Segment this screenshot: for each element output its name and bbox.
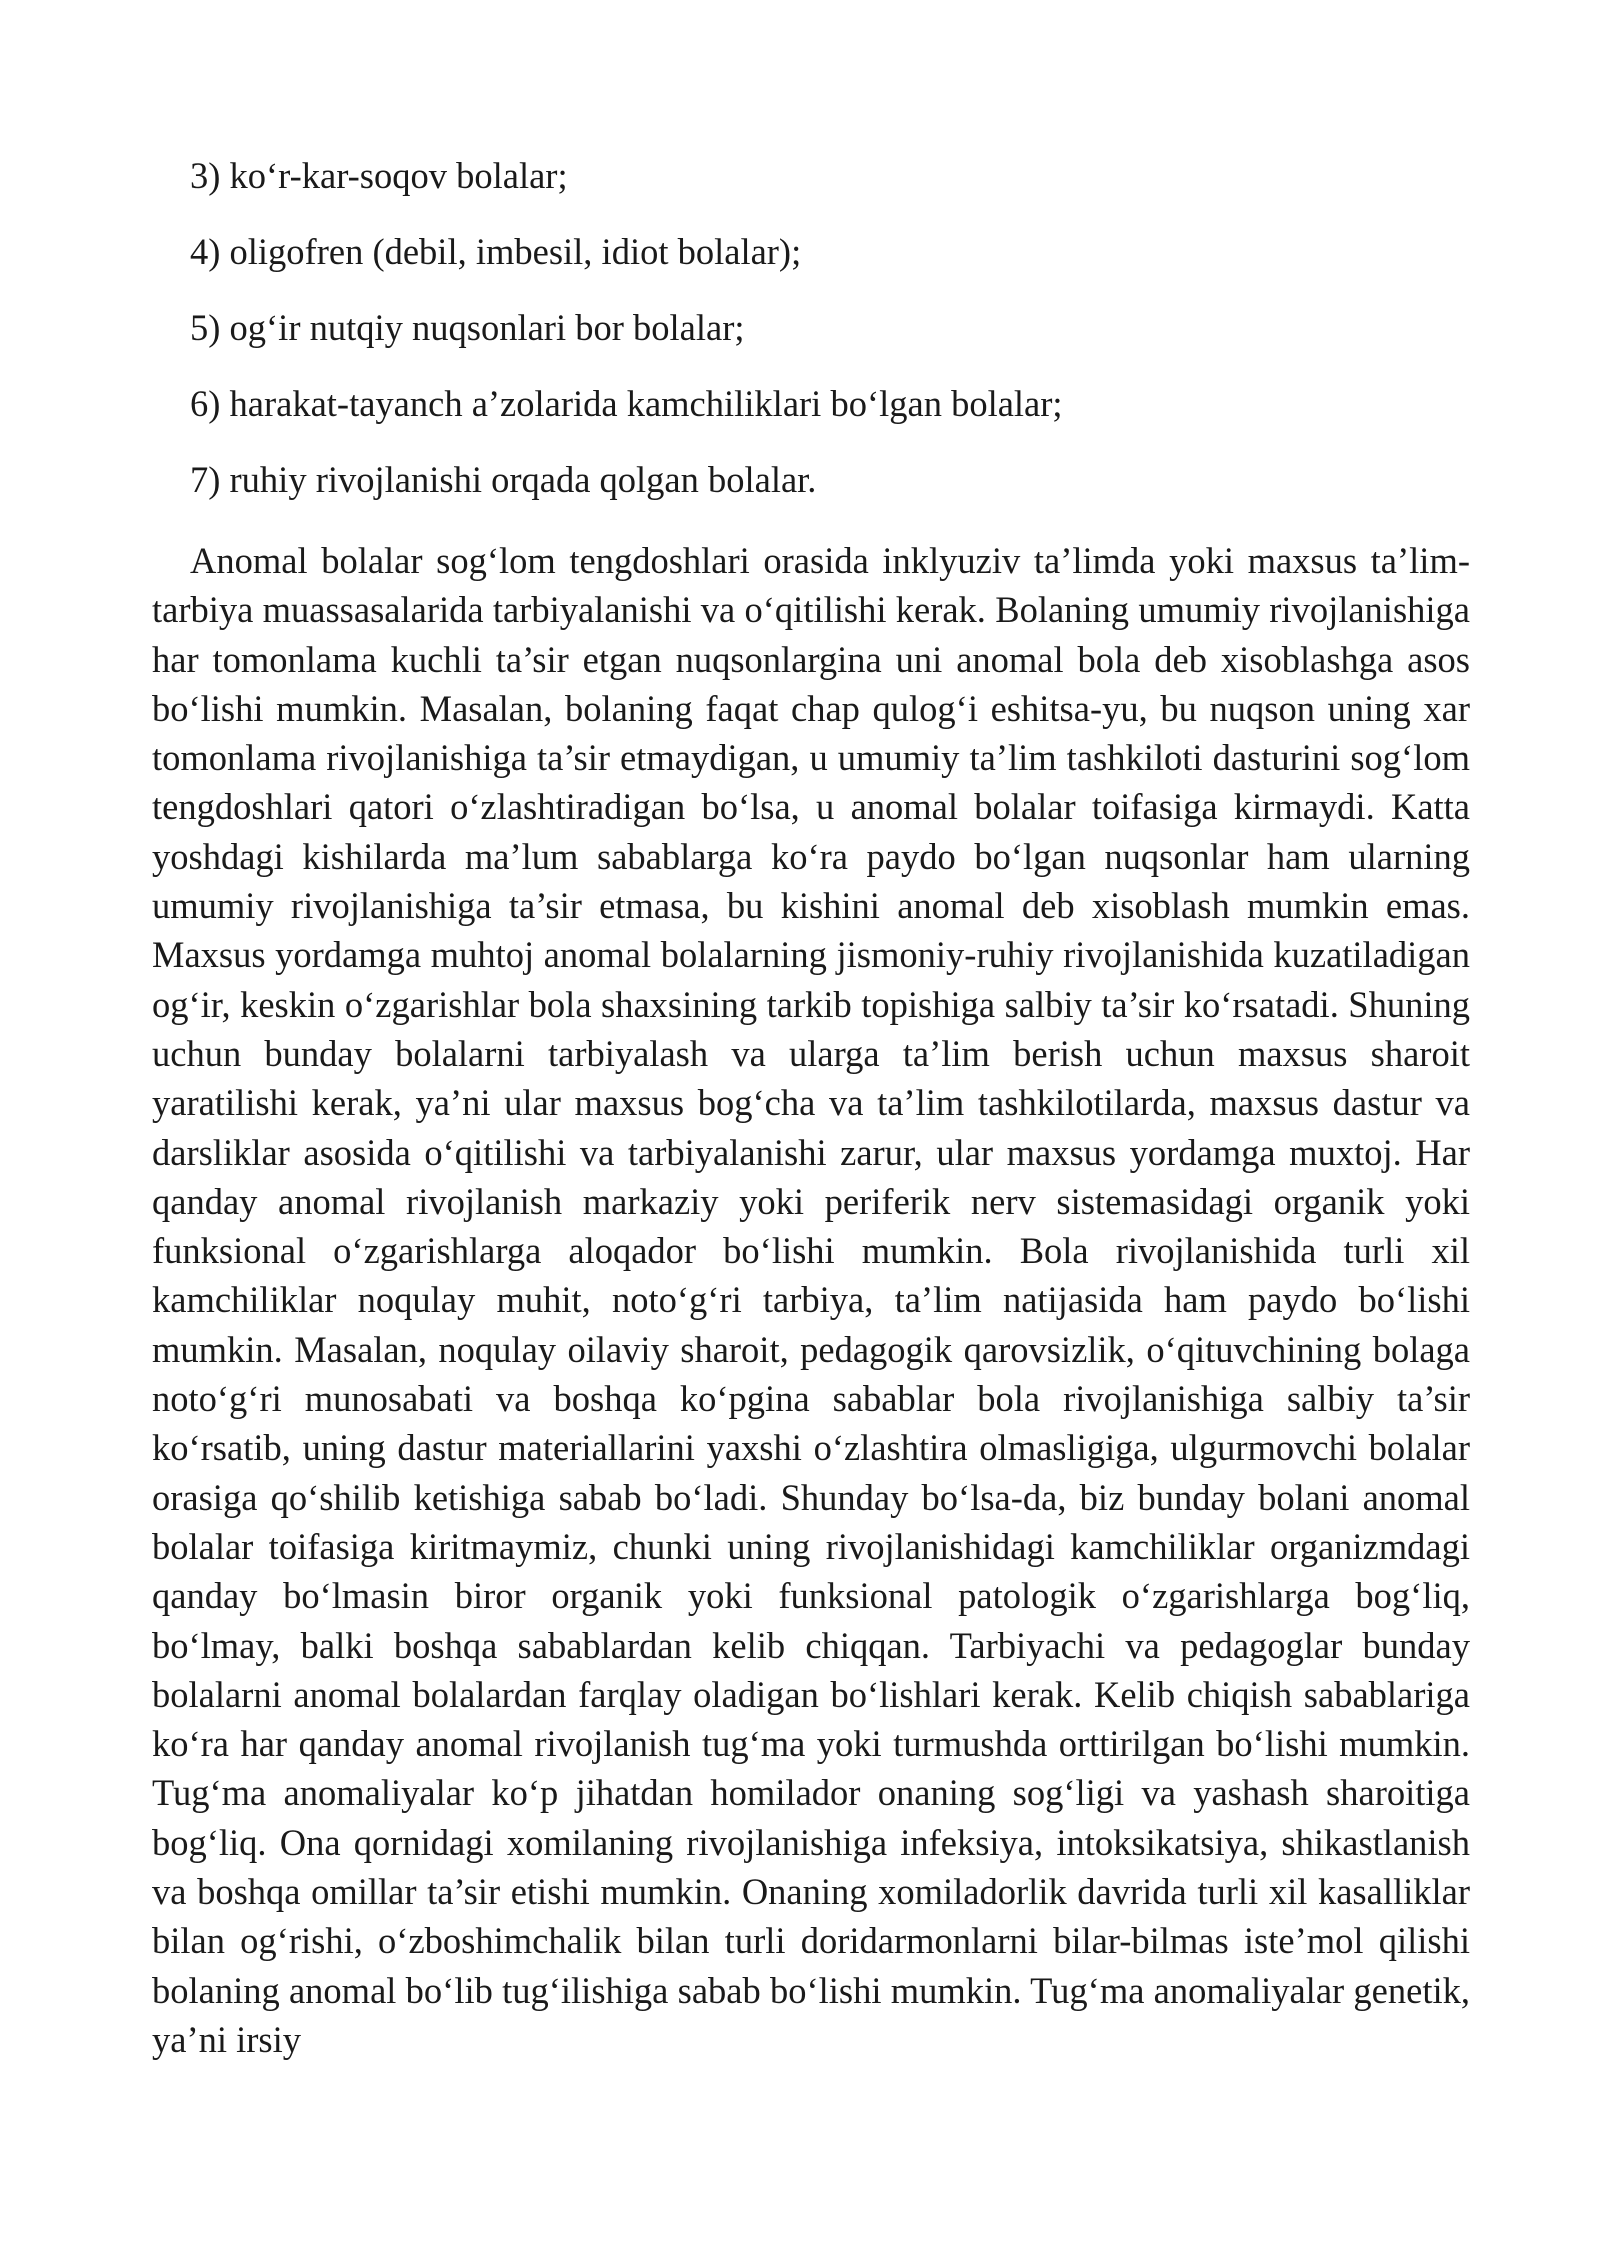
list-item: 4) oligofren (debil, imbesil, idiot bolalar); (190, 231, 802, 272)
body-paragraph: Anomal bolalar sog‘lom tengdoshlari orasida inklyuziv ta’limda yoki maxsus ta’lim-tarbiya muassasalarida tarbiyalanishi va o‘qitilishi kerak. Bolaning umumiy rivojlanishiga har tomonlama kuchli ta’sir etgan nuqsonlargina uni anomal bola deb xisoblashga asos bo‘lishi mumkin. Masalan, bolaning faqat chap qulog‘i eshitsa-yu, bu nuqson uning xar tomonlama rivojlanishiga ta’sir etmaydigan, u umumiy ta’lim tashkiloti dasturini sog‘lom tengdoshlari qatori o‘zlashtiradigan bo‘lsa, u anomal bolalar toifasiga kirmaydi. Katta yoshdagi kishilarda ma’lum sabablarga ko‘ra paydo bo‘lgan nuqsonlar ham ularning umumiy rivojlanishiga ta’sir etmasa, bu kishini anomal deb xisoblash mumkin emas. Maxsus yordamga muhtoj anomal bolalarning jismoniy-ruhiy rivojlanishida kuzatiladigan og‘ir, keskin o‘zgarishlar bola shaxsining tarkib topishiga salbiy ta’sir ko‘rsatadi. Shuning uchun bunday bolalarni tarbiyalash va ularga ta’lim berish uchun maxsus sharoit yaratilishi kerak, ya’ni ular maxsus bog‘cha va ta’lim tashkilotilarda, maxsus dastur va darsliklar asosida o‘qitilishi va tarbiyalanishi zarur, ular maxsus yordamga muxtoj. Har qanday anomal rivojlanish markaziy yoki periferik nerv sistemasidagi organik yoki funksional o‘zgarishlarga aloqador bo‘lishi mumkin. Bola rivojlanishida turli xil kamchiliklar noqulay muhit, noto‘g‘ri tarbiya, ta’lim natijasida ham paydo bo‘lishi mumkin. Masalan, noqulay oilaviy sharoit, pedagogik qarovsizlik, o‘qituvchining bolaga noto‘g‘ri munosabati va boshqa ko‘pgina sabablar bola rivojlanishiga salbiy ta’sir ko‘rsatib, uning dastur materiallarini yaxshi o‘zlashtira olmasligiga, ulgurmovchi bolalar orasiga qo‘shilib ketishiga sabab bo‘ladi. Shunday bo‘lsa-da, biz bunday bolani anomal bolalar toifasiga kiritmaymiz, chunki uning rivojlanishidagi kamchiliklar organizmdagi qanday bo‘lmasin biror organik yoki funksional patologik o‘zgarishlarga bog‘liq, bo‘lmay, balki boshqa sabablardan kelib chiqqan. Tarbiyachi va pedagoglar bunday bolalarni anomal bolalardan farqlay oladigan bo‘lishlari kerak. Kelib chiqish sabablariga ko‘ra har qanday anomal rivojlanish tug‘ma yoki turmushda orttirilgan bo‘lishi mumkin. Tug‘ma anomaliyalar ko‘p jihatdan homilador onaning sog‘ligi va yashash sharoitiga bog‘liq. Ona qornidagi xomilaning rivojlanishiga infeksiya, intoksikatsiya, shikastlanish va boshqa omillar ta’sir etishi mumkin. Onaning xomiladorlik davrida turli xil kasalliklar bilan og‘rishi, o‘zboshimchalik bilan turli doridarmonlarni bilar-bilmas iste’mol qilishi bolaning anomal bo‘lib tug‘ilishiga sabab bo‘lishi mumkin. Tug‘ma anomaliyalar genetik, ya’ni irsiy (152, 540, 1470, 2060)
list-item: 3) ko‘r-kar-soqov bolalar; (190, 155, 568, 196)
document-page (152, 148, 1470, 2064)
list-item: 6) harakat-tayanch a’zolarida kamchiliklari bo‘lgan bolalar; (190, 383, 1063, 424)
list-item: 7) ruhiy rivojlanishi orqada qolgan bolalar. (190, 459, 817, 500)
list-item: 5) og‘ir nutqiy nuqsonlari bor bolalar; (190, 307, 745, 348)
